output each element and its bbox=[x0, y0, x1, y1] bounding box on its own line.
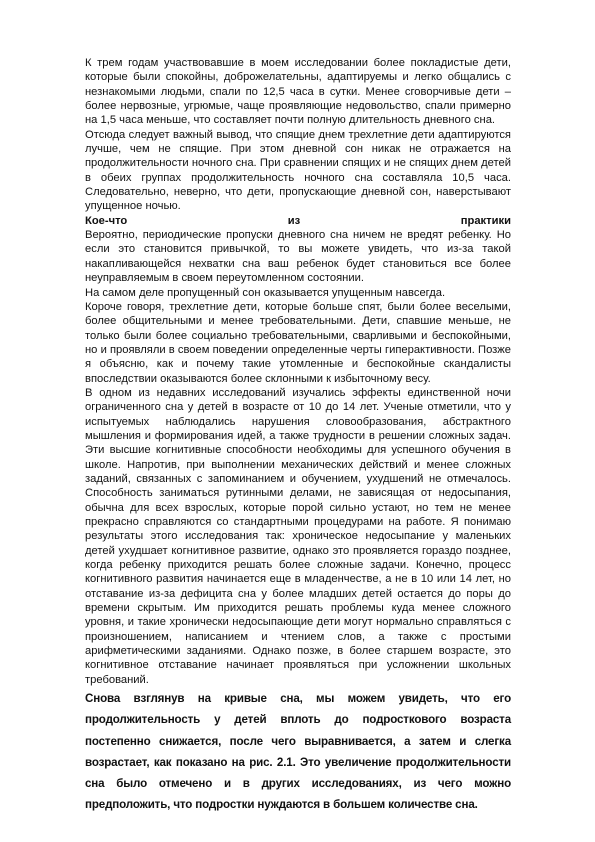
heading-word-2: из bbox=[287, 214, 301, 227]
heading-word-1: Кое-что bbox=[85, 214, 128, 227]
paragraph-4: На самом деле пропущенный сон оказывается упущенным навсегда. bbox=[85, 286, 446, 299]
section-heading bbox=[85, 214, 511, 228]
final-paragraph: Снова взглянув на кривые сна, мы можем увидеть, что его продолжительность у детей вплоть до подросткового возраста постепенно снижается, после чего выравнивается, а затем и слегка возрастает, как показано на рис. 2.1. Это увеличение продолжительности сна было отмечено и в других исследованиях, из чего можно предположить, что подростки нуждаются в большем количестве сна. bbox=[85, 692, 511, 812]
heading-word-3: практики bbox=[460, 214, 511, 227]
paragraph-2: Отсюда следует важный вывод, что спящие днем трехлетние дети адаптируются лучше, чем не спящие. При этом дневной сон никак не отражается на продолжительности ночного сна. При сравнении спящих и не спящих днем детей в обеих группах продолжительность ночного сна составляла 10,5 часа. Следовательно, неверно, что дети, пропускающие дневной сон, наверстывают упущенное ночью. bbox=[85, 128, 511, 213]
paragraph-5: Короче говоря, трехлетние дети, которые больше спят, были более веселыми, более общительными и менее требовательными. Дети, спавшие меньше, не только были более социально требовательными, сварливыми и беспокойными, но и проявляли в своем поведении определенные черты гиперактивности. Позже я объясню, как и почему такие утомленные и беспокойные скандалисты впоследствии оказываются более склонными к избыточному весу. bbox=[85, 300, 511, 385]
paragraph-1: К трем годам участвовавшие в моем исследовании более покладистые дети, которые были спокойны, доброжелательны, адаптируемы и легко общались с незнакомыми людьми, спали по 12,5 часа в сутки. Менее сговорчивые дети – более нервозные, угрюмые, чаще проявляющие недовольство, спали примерно на 1,5 часа меньше, что составляет почти полную длительность дневного сна. bbox=[85, 57, 511, 127]
paragraph-3: Вероятно, периодические пропуски дневного сна ничем не вредят ребенку. Но если это становится привычкой, то вы можете увидеть, что из-за такой накапливающейся нехватки сна ваш ребенок будет становиться все более неуправляемым в своем переутомленном состоянии. bbox=[85, 229, 511, 285]
paragraph-6: В одном из недавних исследований изучались эффекты единственной ночи ограниченного сна у детей в возрасте от 10 до 14 лет. Ученые отметили, что у испытуемых наблюдались нарушения словообразования, абстрактного мышления и формирования идей, а также трудности в решении сложных задач. Эти высшие когнитивные способности необходимы для успешного обучения в школе. Напротив, при выполнении механических действий и менее сложных заданий, связанных с запоминанием и обучением, ухудшений не отмечалось. Способность заниматься рутинными делами, не зависящая от недосыпания, обычна для всех взрослых, которые порой сильно устают, но тем не менее прекрасно справляются со стандартными процедурами на работе. Я понимаю результаты этого исследования так: хроническое недосыпание у маленьких детей ухудшает когнитивное развитие, однако это проявляется гораздо позднее, когда ребенку приходится решать более сложные задачи. Конечно, процесс когнитивного развития начинается еще в младенчестве, а не в 10 или 14 лет, но отставание из-за дефицита сна у более младших детей остается до поры до времени скрытым. Им приходится решать проблемы куда менее сложного уровня, и такие хронически недосыпающие дети могут нормально справляться с произношением, написанием и чтением слов, а также с простыми арифметическими заданиями. Однако позже, в более старшем возрасте, это когнитивное отставание начинает проявляться при усложнении школьных требований. bbox=[85, 386, 511, 686]
document-page bbox=[85, 56, 511, 815]
